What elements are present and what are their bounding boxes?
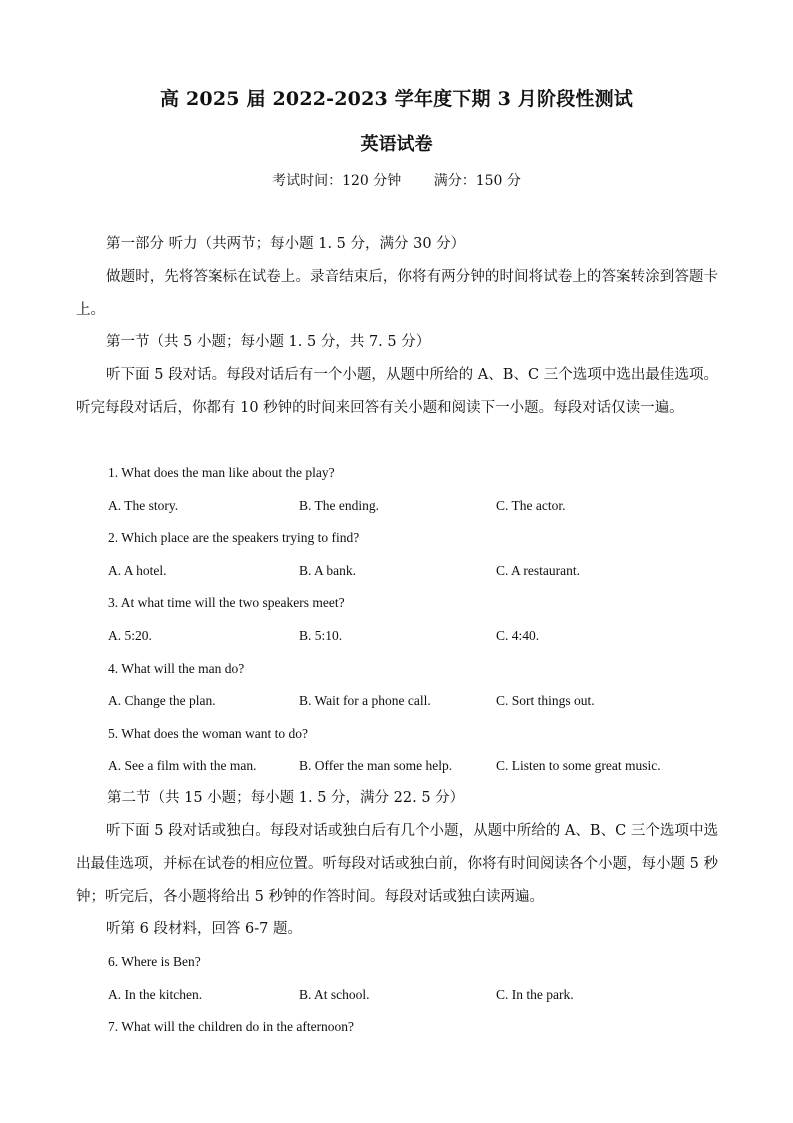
section2-heading: 第二节（共 15 小题；每小题 1. 5 分，满分 22. 5 分）: [107, 790, 465, 806]
material-6-note: 听第 6 段材料，回答 6-7 题。: [106, 921, 303, 937]
exam-title: 高 2025 届 2022-2023 学年度下期 3 月阶段性测试: [159, 88, 634, 110]
q5-option-b: B. Offer the man some help.: [299, 758, 453, 773]
q6-option-a: A. In the kitchen.: [108, 987, 203, 1002]
q1-option-b: B. The ending.: [299, 498, 379, 513]
q4-option-a: A. Change the plan.: [108, 693, 216, 708]
question-3: 3. At what time will the two speakers meet?: [108, 595, 345, 610]
question-2: 2. Which place are the speakers trying to find?: [108, 530, 360, 545]
exam-meta: [0, 170, 793, 190]
part1-heading: 第一部分 听力（共两节；每小题 1. 5 分，满分 30 分）: [106, 236, 466, 252]
exam-subtitle: 英语试卷: [360, 134, 433, 155]
q1-option-c: C. The actor.: [496, 498, 566, 513]
exam-time: 考试时间：120 分钟: [272, 173, 402, 189]
exam-score: 满分：150 分: [433, 173, 521, 189]
question-4: 4. What will the man do?: [108, 661, 245, 676]
section2-instructions: 听下面 5 段对话或独白。每段对话或独白后有几个小题，从题中所给的 A、B、C 三个选项中选出最佳选项，并标在试卷的相应位置。听每段对话或独白前，你将有时间阅读各个小题，每小题 5 秒钟；听完后，各小题将给出 5 秒钟的作答时间。每段对话或独白读两遍。: [76, 823, 718, 905]
section1-instructions: 听下面 5 段对话。每段对话后有一个小题，从题中所给的 A、B、C 三个选项中选出最佳选项。听完每段对话后，你都有 10 秒钟的时间来回答有关小题和阅读下一小题。每段对话仅读一遍。: [76, 367, 718, 416]
section1-heading: 第一节（共 5 小题；每小题 1. 5 分，共 7. 5 分）: [106, 334, 431, 350]
q3-option-a: A. 5:20.: [108, 628, 152, 643]
q2-option-a: A. A hotel.: [108, 563, 167, 578]
q5-option-c: C. Listen to some great music.: [496, 758, 661, 773]
q2-option-c: C. A restaurant.: [496, 563, 580, 578]
question-6: 6. Where is Ben?: [108, 954, 201, 969]
question-1: 1. What does the man like about the play?: [108, 465, 335, 480]
q2-option-b: B. A bank.: [299, 563, 357, 578]
q5-option-a: A. See a film with the man.: [108, 758, 257, 773]
question-5: 5. What does the woman want to do?: [108, 726, 308, 741]
q4-option-c: C. Sort things out.: [496, 693, 595, 708]
q6-option-b: B. At school.: [299, 987, 370, 1002]
q3-option-c: C. 4:40.: [496, 628, 540, 643]
part1-instructions: 做题时，先将答案标在试卷上。录音结束后，你将有两分钟的时间将试卷上的答案转涂到答题卡上。: [76, 269, 718, 318]
q1-option-a: A. The story.: [108, 498, 179, 513]
q4-option-b: B. Wait for a phone call.: [299, 693, 431, 708]
q6-option-c: C. In the park.: [496, 987, 574, 1002]
q3-option-b: B. 5:10.: [299, 628, 343, 643]
question-7: 7. What will the children do in the afternoon?: [108, 1019, 355, 1034]
